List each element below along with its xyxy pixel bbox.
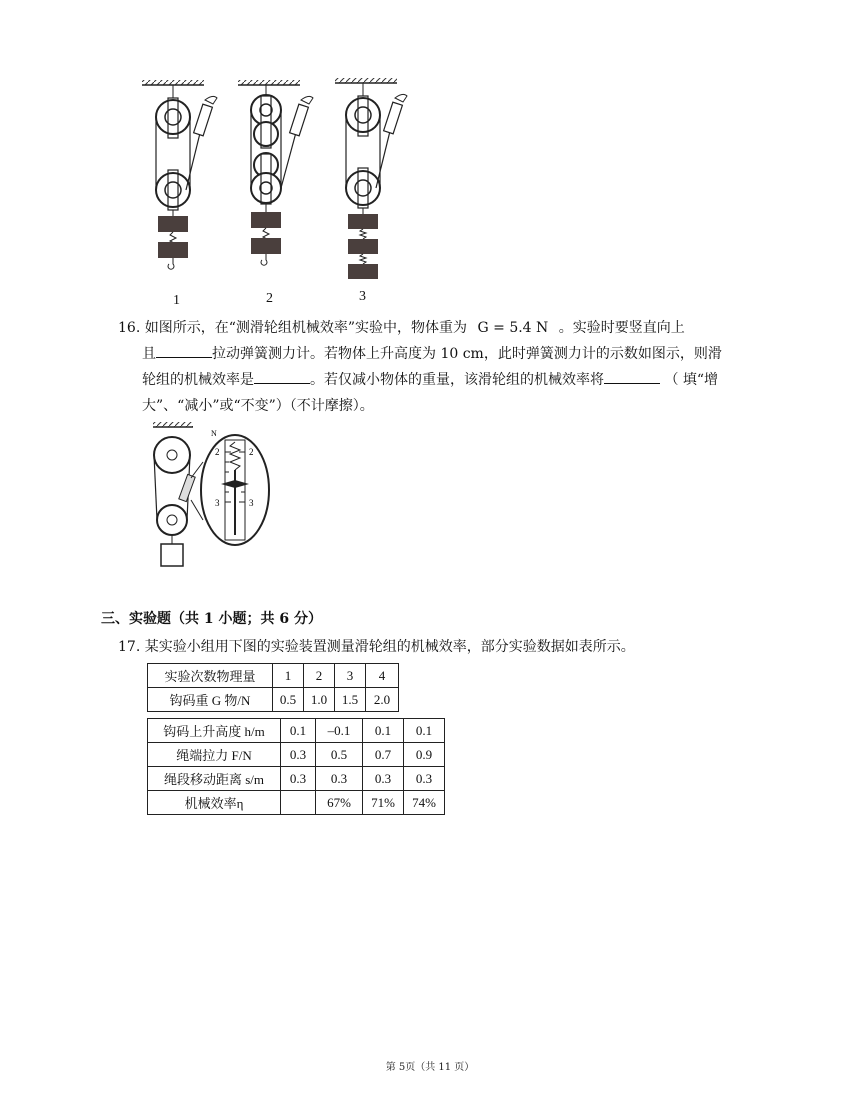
table-cell: 0.5 [273,688,304,712]
table-cell: –0.1 [316,719,363,743]
table-cell: 绳段移动距离 s/m [148,767,281,791]
pulley-setups-figure [130,70,430,315]
q16-text-2b: 拉动弹簧测力计。若物体上升高度为 [212,346,436,362]
table-cell: 0.1 [281,719,316,743]
table-cell: 71% [363,791,404,815]
table-cell: 67% [316,791,363,815]
table-row [148,791,445,815]
table-cell: 0.5 [316,743,363,767]
q16-line-4: 大”、“减小”或“不变”）（不计摩擦）。 [142,398,374,414]
q16-line-3 [118,367,758,393]
table-cell: 0.3 [281,767,316,791]
q16-blank-3[interactable] [604,367,660,384]
table-cell: 3 [335,664,366,688]
table-cell: 钩码上升高度 h/m [148,719,281,743]
table-cell: 2 [304,664,335,688]
q16-text-2a: 且 [142,346,156,362]
q16-text-1b: 。实验时要竖直向上 [558,320,685,336]
figure-label-1: 1 [173,293,180,308]
q16-text-3a: 轮组的机械效率是 [142,372,254,388]
table-cell: 0.9 [404,743,445,767]
table-cell: 0.3 [316,767,363,791]
table-cell: 0.1 [363,719,404,743]
q16-text-2c: ，此时弹簧测力计的示数如图示，则滑 [483,346,722,362]
q16-blank-1[interactable] [156,341,212,358]
q17-text: 某实验小组用下图的实验装置测量滑轮组的机械效率，部分实验数据如表所示。 [144,639,635,655]
table-cell: 2.0 [366,688,399,712]
table-cell [281,791,316,815]
question-17 [118,634,758,660]
table-cell: 0.3 [281,743,316,767]
q16-line-1 [118,315,758,341]
gauge-tick-right-3: 3 [249,498,254,508]
q16-text-3c: （ 填“增 [664,372,719,388]
q16-weight: G = 5.4 N [477,320,549,336]
figure-label-3: 3 [359,289,366,304]
page-footer: 第 5页（共 11 页） [385,1062,475,1073]
pulley-setup-2 [238,80,313,265]
question-16 [118,315,758,419]
table-row [148,664,399,688]
q16-height: 10 cm [440,346,484,362]
table-cell: 0.7 [363,743,404,767]
table-cell: 1.5 [335,688,366,712]
q17-number: 17. [118,639,141,655]
gauge-tick-left-2: 2 [215,447,220,457]
table-row [148,688,399,712]
table-cell: 0.3 [404,767,445,791]
q16-text-1a: 如图所示，在“测滑轮组机械效率”实验中，物体重为 [144,320,468,336]
gauge-tick-right-2: 2 [249,447,254,457]
table-cell: 0.1 [404,719,445,743]
table-cell: 4 [366,664,399,688]
q17-table-1 [147,663,399,712]
table-cell: 0.3 [363,767,404,791]
gauge-tick-left-3: 3 [215,498,220,508]
q17-table-2 [147,718,445,815]
table-cell: 1 [273,664,304,688]
q16-text-3b: 。若仅减小物体的重量，该滑轮组的机械效率将 [310,372,604,388]
q16-pulley-gauge-figure [145,420,275,570]
pulley-setup-1 [142,80,217,269]
table-cell: 机械效率η [148,791,281,815]
table-cell: 实验次数物理量 [148,664,273,688]
table-cell: 1.0 [304,688,335,712]
table-row [148,743,445,767]
figure-label-2: 2 [266,291,273,306]
q16-number: 16. [118,320,141,336]
table-row [148,719,445,743]
pulley-setup-3 [335,78,407,279]
table-cell: 绳端拉力 F/N [148,743,281,767]
section-3-title: 三、实验题（共 1 小题；共 6 分） [101,611,322,627]
q16-blank-2[interactable] [254,367,310,384]
table-cell: 钩码重 G 物/N [148,688,273,712]
q16-line-2 [118,341,758,367]
gauge-unit-label: N [211,429,217,438]
table-row [148,767,445,791]
table-cell: 74% [404,791,445,815]
